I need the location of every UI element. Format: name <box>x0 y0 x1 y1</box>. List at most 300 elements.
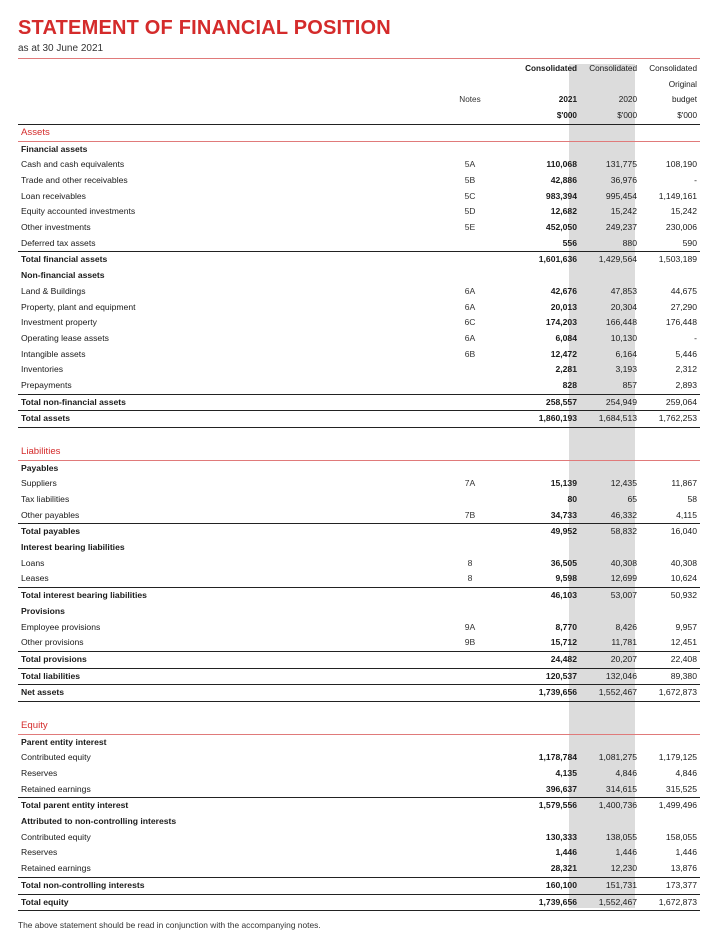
value-2021: 9,598 <box>555 573 577 584</box>
value-2021: 828 <box>562 380 577 391</box>
total-row <box>18 252 700 268</box>
value-2021: 42,676 <box>550 285 577 296</box>
col1-header-line1: Consolidated <box>525 64 577 73</box>
table-row <box>18 347 700 363</box>
section-header-row <box>18 124 700 141</box>
row-notes <box>418 540 522 556</box>
row-label: Suppliers <box>21 478 57 489</box>
row-label: Total parent entity interest <box>18 798 418 814</box>
value-budget: 158,055 <box>665 831 697 842</box>
table-row <box>18 782 700 798</box>
value-budget: 4,846 <box>675 767 697 778</box>
value-2021: 34,733 <box>550 509 577 520</box>
value-2020 <box>580 460 640 476</box>
value-2021 <box>522 540 580 556</box>
row-label: Cash and cash equivalents <box>21 159 125 170</box>
row-label: Other investments <box>21 222 91 233</box>
row-label: Investment property <box>21 317 97 328</box>
value-2021: 983,394 <box>545 190 577 201</box>
value-2021: 24,482 <box>522 652 580 669</box>
value-budget <box>640 702 700 718</box>
value-2020: 138,055 <box>605 831 637 842</box>
row-label: Deferred tax assets <box>21 237 96 248</box>
row-notes <box>418 268 522 284</box>
row-label: Contributed equity <box>21 752 91 763</box>
value-budget: 13,876 <box>670 863 697 874</box>
row-notes <box>418 685 522 702</box>
total-row <box>18 652 700 669</box>
row-notes: 8 <box>467 573 473 584</box>
value-budget: 230,006 <box>665 222 697 233</box>
value-2020: 47,853 <box>610 285 637 296</box>
value-2021: 15,139 <box>550 478 577 489</box>
row-notes <box>418 734 522 750</box>
row-label: Loan receivables <box>21 190 86 201</box>
value-2020 <box>580 734 640 750</box>
value-2020: 8,426 <box>615 621 637 632</box>
row-label: Equity accounted investments <box>21 206 136 217</box>
value-2021: 1,446 <box>555 847 577 858</box>
title-divider <box>18 58 700 59</box>
value-2021 <box>522 460 580 476</box>
value-budget: 40,308 <box>670 557 697 568</box>
total-row <box>18 411 700 428</box>
value-budget: 173,377 <box>640 877 700 894</box>
spacer-row <box>18 428 700 444</box>
row-notes <box>418 845 522 861</box>
table-row <box>18 284 700 300</box>
value-budget: 1,499,496 <box>640 798 700 814</box>
table-row <box>18 220 700 236</box>
table-row <box>18 750 700 766</box>
row-notes: 8 <box>467 557 473 568</box>
value-2020: 53,007 <box>580 588 640 604</box>
table-row <box>18 635 700 651</box>
row-notes <box>418 830 522 846</box>
table-row <box>18 845 700 861</box>
value-budget: 16,040 <box>640 524 700 540</box>
value-budget: 1,503,189 <box>640 252 700 268</box>
row-notes: 6A <box>464 301 476 312</box>
value-2020: 4,846 <box>615 767 637 778</box>
total-row <box>18 877 700 894</box>
value-budget <box>640 141 700 157</box>
value-budget: 10,624 <box>670 573 697 584</box>
row-notes <box>418 718 522 734</box>
value-budget <box>640 428 700 444</box>
value-2020: 132,046 <box>580 668 640 685</box>
value-2021: 46,103 <box>522 588 580 604</box>
subsection-header-row <box>18 460 700 476</box>
value-2020: 6,164 <box>615 348 637 359</box>
row-label: Retained earnings <box>21 863 91 874</box>
row-notes: 6A <box>464 332 476 343</box>
row-notes <box>418 604 522 620</box>
value-2020: 58,832 <box>580 524 640 540</box>
value-2021: 1,178,784 <box>538 752 577 763</box>
row-label: Inventories <box>21 364 64 375</box>
row-notes <box>418 798 522 814</box>
row-label: Provisions <box>21 605 65 616</box>
row-label: Loans <box>21 557 45 568</box>
subsection-header-row <box>18 540 700 556</box>
value-2021 <box>522 268 580 284</box>
value-budget: 1,179,125 <box>658 752 697 763</box>
value-2020: 12,230 <box>610 863 637 874</box>
row-label: Total provisions <box>18 652 418 669</box>
row-notes: 9A <box>464 621 476 632</box>
row-notes <box>418 702 522 718</box>
row-notes <box>418 766 522 782</box>
row-notes <box>418 444 522 460</box>
statement-date: as at 30 June 2021 <box>18 43 104 54</box>
row-label: Retained earnings <box>21 783 91 794</box>
table-row <box>18 508 700 524</box>
table-row <box>18 620 700 636</box>
row-label: Financial assets <box>21 143 88 154</box>
row-notes: 5E <box>464 222 476 233</box>
row-label: Employee provisions <box>21 621 101 632</box>
financial-position-table <box>18 61 700 911</box>
row-label: Prepayments <box>21 380 72 391</box>
value-2020: 12,435 <box>610 478 637 489</box>
value-2020 <box>580 702 640 718</box>
row-notes: 7B <box>464 509 476 520</box>
value-2020: 314,615 <box>605 783 637 794</box>
value-2020: 151,731 <box>580 877 640 894</box>
col2-header-line4: $'000 <box>580 108 640 124</box>
value-budget: 9,957 <box>675 621 697 632</box>
value-2021 <box>522 124 580 141</box>
total-row <box>18 894 700 911</box>
value-budget <box>640 814 700 830</box>
value-2020: 65 <box>627 493 637 504</box>
col1-header-line4: $'000 <box>522 108 580 124</box>
value-budget: 2,312 <box>675 364 697 375</box>
value-2021 <box>522 141 580 157</box>
row-notes: 5D <box>464 206 476 217</box>
value-2020: 254,949 <box>580 394 640 411</box>
value-budget: - <box>694 332 697 343</box>
row-notes: 7A <box>464 478 476 489</box>
total-row <box>18 798 700 814</box>
value-2021: 556 <box>562 237 577 248</box>
spacer-row <box>18 702 700 718</box>
subsection-header-row <box>18 141 700 157</box>
row-notes <box>418 362 522 378</box>
row-notes <box>418 492 522 508</box>
value-2021 <box>522 734 580 750</box>
footnote: The above statement should be read in conjunction with the accompanying notes. <box>18 920 321 930</box>
value-2020: 131,775 <box>605 159 637 170</box>
value-2021: 42,886 <box>550 174 577 185</box>
value-budget: 1,672,873 <box>640 685 700 702</box>
row-label: Trade and other receivables <box>21 174 128 185</box>
value-budget: 12,451 <box>670 637 697 648</box>
value-2021: 174,203 <box>545 317 577 328</box>
table-row <box>18 476 700 492</box>
subsection-header-row <box>18 604 700 620</box>
value-budget <box>640 604 700 620</box>
value-2020 <box>580 124 640 141</box>
value-budget <box>640 460 700 476</box>
row-notes <box>418 124 522 141</box>
subsection-header-row <box>18 268 700 284</box>
row-notes <box>418 252 522 268</box>
row-notes <box>418 782 522 798</box>
row-notes <box>418 428 522 444</box>
row-notes: 6C <box>464 317 476 328</box>
row-notes <box>418 750 522 766</box>
notes-header: Notes <box>459 95 481 105</box>
row-label: Tax liabilities <box>21 493 70 504</box>
value-budget: 22,408 <box>640 652 700 669</box>
value-2020 <box>580 141 640 157</box>
row-label: Land & Buildings <box>21 285 86 296</box>
statement-title: STATEMENT OF FINANCIAL POSITION <box>18 17 391 39</box>
value-2020: 995,454 <box>605 190 637 201</box>
row-label: Other provisions <box>21 637 84 648</box>
value-budget: 15,242 <box>670 206 697 217</box>
value-budget <box>640 268 700 284</box>
col3-header-line3: budget <box>671 95 697 105</box>
value-2020 <box>580 718 640 734</box>
row-label: Liabilities <box>18 444 418 460</box>
row-label: Total interest bearing liabilities <box>18 588 418 604</box>
row-notes <box>418 877 522 894</box>
value-2020: 3,193 <box>615 364 637 375</box>
value-2021: 12,682 <box>550 206 577 217</box>
value-2020 <box>580 428 640 444</box>
value-2021: 15,712 <box>550 637 577 648</box>
value-2021 <box>522 444 580 460</box>
row-notes: 9B <box>464 637 476 648</box>
col2-header-line3: 2020 <box>618 95 637 105</box>
value-budget <box>640 718 700 734</box>
value-2021: 1,860,193 <box>522 411 580 428</box>
row-notes <box>418 141 522 157</box>
value-budget: 50,932 <box>640 588 700 604</box>
value-2020: 249,237 <box>605 222 637 233</box>
value-budget: 5,446 <box>675 348 697 359</box>
value-2020 <box>580 540 640 556</box>
row-label: Total equity <box>18 894 418 911</box>
value-2021: 130,333 <box>545 831 577 842</box>
row-notes <box>418 378 522 394</box>
value-2021: 1,601,636 <box>522 252 580 268</box>
value-2021: 36,505 <box>550 557 577 568</box>
row-label: Contributed equity <box>21 831 91 842</box>
row-label: Intangible assets <box>21 348 86 359</box>
value-2021: 28,321 <box>550 863 577 874</box>
value-2021: 1,739,656 <box>522 894 580 911</box>
table-row <box>18 204 700 220</box>
table-row <box>18 189 700 205</box>
row-notes <box>418 652 522 669</box>
value-2020: 1,552,467 <box>580 685 640 702</box>
row-label <box>18 428 418 444</box>
value-budget: 2,893 <box>675 380 697 391</box>
total-row <box>18 588 700 604</box>
table-row <box>18 766 700 782</box>
value-budget: 4,115 <box>676 509 697 520</box>
total-row <box>18 394 700 411</box>
row-label: Total non-controlling interests <box>18 877 418 894</box>
row-label: Total assets <box>18 411 418 428</box>
value-2021: 80 <box>567 493 577 504</box>
col3-header-line2: Original <box>668 79 697 89</box>
value-2020: 40,308 <box>610 557 637 568</box>
row-notes <box>418 814 522 830</box>
table-row <box>18 331 700 347</box>
value-2021 <box>522 428 580 444</box>
row-notes <box>418 861 522 877</box>
row-label: Non-financial assets <box>21 270 105 281</box>
row-notes <box>418 394 522 411</box>
value-budget: 44,675 <box>670 285 697 296</box>
value-2021: 1,579,556 <box>522 798 580 814</box>
value-2020: 46,332 <box>610 509 637 520</box>
value-budget: 27,290 <box>670 301 697 312</box>
row-label: Other payables <box>21 509 80 520</box>
row-label: Net assets <box>18 685 418 702</box>
row-notes <box>418 894 522 911</box>
row-label: Assets <box>18 124 418 141</box>
row-notes <box>418 588 522 604</box>
value-2021: 452,050 <box>545 222 577 233</box>
row-label: Total financial assets <box>18 252 418 268</box>
section-header-row <box>18 718 700 734</box>
section-header-row <box>18 444 700 460</box>
table-row <box>18 556 700 572</box>
row-label: Total liabilities <box>18 668 418 685</box>
value-budget: 89,380 <box>640 668 700 685</box>
table-row <box>18 571 700 587</box>
value-2020: 1,429,564 <box>580 252 640 268</box>
value-budget: 590 <box>682 237 697 248</box>
value-budget: 1,762,253 <box>640 411 700 428</box>
row-label: Property, plant and equipment <box>21 301 136 312</box>
value-2020: 1,552,467 <box>580 894 640 911</box>
row-label: Total payables <box>18 524 418 540</box>
value-2021 <box>522 814 580 830</box>
value-2020: 1,400,736 <box>580 798 640 814</box>
value-2020 <box>580 444 640 460</box>
value-2020: 11,781 <box>611 637 637 648</box>
row-label <box>18 702 418 718</box>
value-budget: 1,672,873 <box>640 894 700 911</box>
row-label: Payables <box>21 462 59 473</box>
value-2021: 160,100 <box>522 877 580 894</box>
row-label: Reserves <box>21 847 58 858</box>
row-label: Parent entity interest <box>21 736 107 747</box>
value-budget <box>640 540 700 556</box>
col3-header-line1: Consolidated <box>649 64 697 73</box>
table-row <box>18 173 700 189</box>
value-2020: 10,130 <box>610 332 637 343</box>
row-notes: 5B <box>464 174 476 185</box>
row-notes: 6B <box>464 348 476 359</box>
row-notes <box>418 236 522 252</box>
row-notes <box>418 411 522 428</box>
value-2021 <box>522 718 580 734</box>
table-row <box>18 362 700 378</box>
table-header <box>18 61 700 124</box>
row-notes <box>418 524 522 540</box>
table-row <box>18 830 700 846</box>
subsection-header-row <box>18 814 700 830</box>
col1-header-line2 <box>522 77 580 93</box>
value-budget: - <box>694 174 697 185</box>
row-label: Leases <box>21 573 49 584</box>
value-2021: 2,281 <box>555 364 577 375</box>
value-2021 <box>522 702 580 718</box>
value-2020: 15,242 <box>610 206 637 217</box>
table-row <box>18 157 700 173</box>
value-budget: 11,867 <box>671 478 697 489</box>
row-label: Equity <box>18 718 418 734</box>
value-budget: 315,525 <box>665 783 697 794</box>
value-2021: 12,472 <box>550 348 577 359</box>
value-2021: 1,739,656 <box>522 685 580 702</box>
col1-header-line3: 2021 <box>558 95 577 105</box>
col2-header-line1: Consolidated <box>589 64 637 73</box>
value-2020: 880 <box>622 237 637 248</box>
table-row <box>18 492 700 508</box>
value-budget <box>640 444 700 460</box>
row-label: Interest bearing liabilities <box>21 542 125 553</box>
row-label: Total non-financial assets <box>18 394 418 411</box>
table-row <box>18 378 700 394</box>
row-notes: 6A <box>464 285 476 296</box>
col3-header-line4: $'000 <box>640 108 700 124</box>
total-row <box>18 668 700 685</box>
value-budget: 259,064 <box>640 394 700 411</box>
value-2021: 4,135 <box>555 767 577 778</box>
value-2020: 166,448 <box>605 317 637 328</box>
value-2021: 120,537 <box>522 668 580 685</box>
value-2020: 1,446 <box>615 847 637 858</box>
value-2021: 6,084 <box>555 332 577 343</box>
col2-header-line2 <box>580 77 640 93</box>
table-row <box>18 315 700 331</box>
subsection-header-row <box>18 734 700 750</box>
value-2021: 396,637 <box>545 783 577 794</box>
value-2020: 857 <box>622 380 637 391</box>
value-2020 <box>580 604 640 620</box>
value-2020: 20,304 <box>610 301 637 312</box>
value-2020 <box>580 814 640 830</box>
value-2021: 258,557 <box>522 394 580 411</box>
value-2020: 1,081,275 <box>598 752 637 763</box>
value-2021: 110,068 <box>546 159 577 170</box>
value-budget: 108,190 <box>665 159 697 170</box>
table-row <box>18 861 700 877</box>
value-budget <box>640 734 700 750</box>
value-2020: 36,976 <box>610 174 637 185</box>
value-2021: 20,013 <box>550 301 577 312</box>
table-row <box>18 300 700 316</box>
value-2020: 1,684,513 <box>580 411 640 428</box>
row-label: Attributed to non-controlling interests <box>21 816 177 827</box>
value-2020: 20,207 <box>580 652 640 669</box>
value-2021: 8,770 <box>555 621 577 632</box>
row-label: Reserves <box>21 767 58 778</box>
value-budget <box>640 124 700 141</box>
total-row <box>18 685 700 702</box>
row-label: Operating lease assets <box>21 332 109 343</box>
value-2021 <box>522 604 580 620</box>
